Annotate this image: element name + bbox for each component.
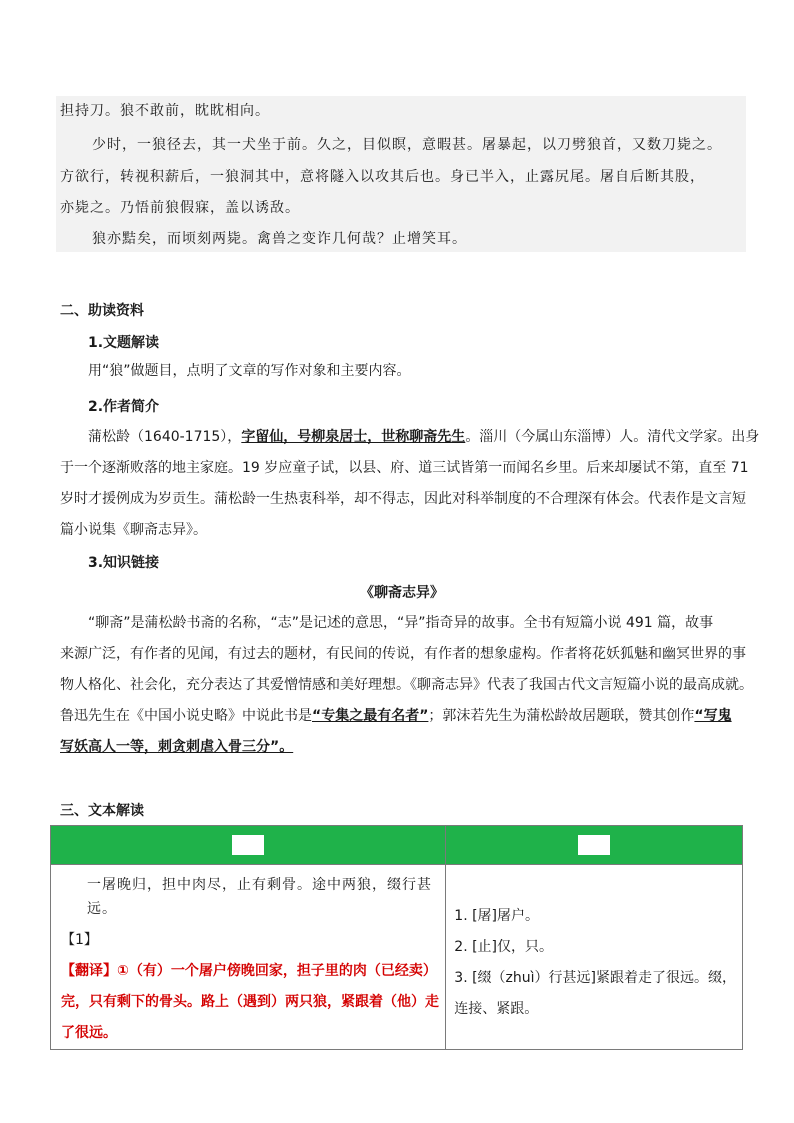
author-text: 蒲松龄（1640-1715）， (88, 429, 242, 445)
translation-label: 【翻译】 (61, 963, 117, 979)
link-text: ；郭沫若先生为蒲松龄故居题联，赞其创作 (428, 708, 695, 724)
note-item: 1. [屠]屠户。 (454, 908, 540, 924)
header-label-box (232, 835, 264, 855)
translation-text (61, 956, 439, 987)
translation-line: 完，只有剩下的骨头。路上（遇到）两只狼，紧跟着（他）走 (61, 994, 439, 1010)
link-line (60, 701, 732, 732)
subsection-heading: 1.文题解读 (88, 335, 160, 351)
book-title: 《聊斋志异》 (360, 585, 444, 601)
text-analysis-table (50, 825, 743, 1050)
note-item: 连接、紧跟。 (454, 1001, 539, 1017)
header-label-box (578, 835, 610, 855)
note-item: 3. [缀（zhuì）行甚远]紧跟着走了很远。缀， (454, 970, 736, 986)
translation-line: ①（有）一个屠户傍晚回家，担子里的肉（已经卖） (117, 963, 437, 979)
author-text: 。淄川（今属山东淄博）人。清代文学家。出身 (465, 429, 760, 445)
passage-line: 担持刀。狼不敢前，眈眈相向。 (60, 103, 270, 119)
paragraph-tag: 【1】 (61, 932, 98, 948)
passage-line: 狼亦黠矣，而顷刻两毙。禽兽之变诈几何哉？止增笑耳。 (92, 231, 467, 247)
link-text: 鲁迅先生在《中国小说史略》中说此书是 (60, 708, 312, 724)
original-text-cell (51, 865, 446, 1050)
author-line: 岁时才援例成为岁贡生。蒲松龄一生热衷科举，却不得志，因此对科举制度的不合理深有体会。代表作是文言短 (60, 491, 746, 507)
author-line: 篇小说集《聊斋志异》。 (60, 522, 207, 538)
section-heading: 三、文本解读 (60, 803, 144, 819)
body-text: 用“狼”做题目，点明了文章的写作对象和主要内容。 (88, 363, 411, 379)
subsection-heading: 2.作者简介 (88, 399, 160, 415)
link-line: 来源广泛，有作者的见闻，有过去的题材，有民间的传说，有作者的想象虚构。作者将花妖狐魅和幽冥世界的事 (60, 646, 746, 662)
note-item: 2. [止]仅，只。 (454, 939, 554, 955)
table-header-row (51, 826, 743, 865)
passage-line: 亦毙之。乃悟前狼假寐，盖以诱敌。 (60, 200, 300, 216)
passage-line: 方欲行，转视积薪后，一狼洞其中，意将隧入以攻其后也。身已半入，止露尻尾。屠自后断其股， (60, 169, 705, 185)
table-row (51, 865, 743, 1050)
translation-line: 了很远。 (61, 1025, 117, 1041)
quote-highlight: “写鬼 (694, 708, 732, 724)
subsection-heading: 3.知识链接 (88, 555, 160, 571)
passage-line: 少时，一狼径去，其一犬坐于前。久之，目似瞑，意暇甚。屠暴起，以刀劈狼首，又数刀毙之。 (92, 137, 722, 153)
link-line: “聊斋”是蒲松龄书斋的名称，“志”是记述的意思，“异”指奇异的故事。全书有短篇小说 491 篇，故事 (88, 615, 714, 631)
section-heading: 二、助读资料 (60, 303, 144, 319)
author-highlight: 字留仙，号柳泉居士，世称聊斋先生 (241, 429, 466, 445)
notes-cell (446, 865, 743, 1050)
quote-highlight: “专集之最有名者” (312, 708, 429, 724)
table-header-cell-left (51, 826, 446, 865)
original-sentence: 一屠晚归，担中肉尽，止有剩骨。途中两狼，缀行甚远。 (87, 877, 432, 917)
table-header-cell-right (446, 826, 743, 865)
author-line (88, 422, 759, 453)
quote-highlight: 写妖高人一等，刺贪刺虐入骨三分”。 (60, 739, 294, 755)
author-line: 于一个逐渐败落的地主家庭。19 岁应童子试，以县、府、道三试皆第一而闻名乡里。后来却屡试不第，直至 71 (60, 460, 749, 476)
link-line: 物人格化、社会化，充分表达了其爱憎情感和美好理想。《聊斋志异》代表了我国古代文言短篇小说的最高成就。 (60, 677, 753, 693)
